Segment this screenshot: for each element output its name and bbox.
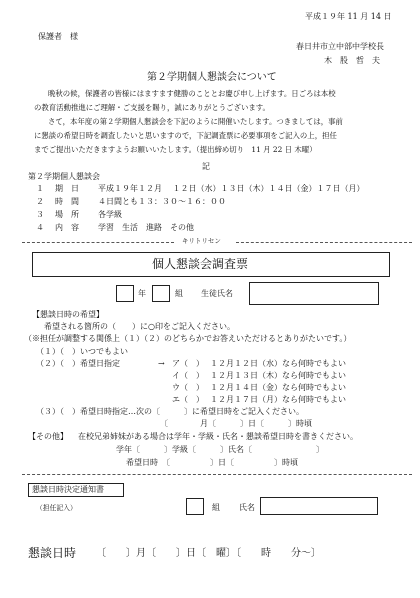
- option-anytime[interactable]: （１）（ ）いつでもよい: [36, 347, 128, 356]
- notice-name-label: 氏名: [239, 503, 255, 512]
- detail-value: 各学級: [98, 210, 122, 219]
- detail-value: 学習 生活 進路 その他: [98, 223, 194, 232]
- wish-heading: 【懇談日時の希望】: [32, 310, 104, 319]
- day-option-kana[interactable]: イ（ ）: [172, 371, 204, 380]
- detail-label: 期 日: [55, 184, 79, 193]
- addressee: 保護者 様: [38, 32, 78, 41]
- day-option-text: １２月１７日（月）なら何時でもよい: [210, 395, 346, 404]
- paragraph-1-line-1: 晩秋の候，保護者の皆様にはますます健勝のこととお慶び申し上げます。日ごろは本校: [48, 89, 336, 98]
- student-name-field[interactable]: [249, 282, 379, 305]
- day-option-text: １２月１３日（木）なら何時でもよい: [210, 371, 346, 380]
- arrow-icon: →: [158, 359, 165, 368]
- sender-name: 木 股 哲 夫: [324, 56, 380, 65]
- class-label: 組: [175, 289, 183, 298]
- teacher-entry-note: （担任記入）: [36, 504, 77, 512]
- document-date: 平成１９年 11 月 14 日: [305, 12, 392, 21]
- detail-num: ２: [36, 197, 44, 206]
- page-title: 第２学期個人懇談会について: [147, 72, 277, 83]
- day-option-kana[interactable]: エ（ ）: [172, 395, 204, 404]
- notice-name-field[interactable]: [260, 497, 378, 515]
- paragraph-2-line-2: に懇談の希望日時を調査したいと思いますので，下記調査票に必要事項をご記入の上，担任: [34, 131, 337, 140]
- notice-class-field[interactable]: [186, 498, 204, 515]
- grade-label: 年: [138, 289, 146, 298]
- detail-num: ３: [36, 210, 44, 219]
- paragraph-2-line-3: までご提出いただきますようお願いいたします。（提出締め切り 11 月 22 日 木曜）: [34, 145, 317, 154]
- other-heading: 【その他】: [28, 432, 68, 441]
- class-field[interactable]: [152, 285, 170, 302]
- cut-line-left: [22, 242, 174, 243]
- meeting-datetime-label: 懇談日時: [28, 546, 77, 560]
- cut-line-label: キリトリセン: [182, 237, 221, 245]
- sibling-row-1[interactable]: 学年〔 〕学級〔 〕氏名〔 〕: [116, 445, 324, 454]
- day-option-kana[interactable]: ウ（ ）: [172, 383, 204, 392]
- separator-line: [22, 474, 412, 475]
- option-day-specified[interactable]: （２）（ ）希望日指定: [36, 359, 120, 368]
- other-instructions: 在校兄弟姉妹がある場合は学年・学級・氏名・懇談希望日時を書きください。: [78, 432, 358, 441]
- sibling-row-2[interactable]: 希望日時 〔 〕日〔 〕時頃: [126, 458, 298, 467]
- ki-label: 記: [202, 162, 210, 171]
- wish-note: （※担任が調整する関係上（１）（２）のどちらかでお答えいただけるとありがたいです。）: [24, 334, 352, 343]
- day-option-text: １２月１４日（金）なら何時でもよい: [210, 383, 346, 392]
- sender-organization: 春日井市立中部中学校長: [296, 42, 384, 51]
- detail-label: 内 容: [55, 223, 79, 232]
- grade-field[interactable]: [116, 285, 134, 302]
- paragraph-1-line-2: の教育活動推進にご理解・ご支援を賜り，誠にありがとうございます。: [34, 103, 270, 112]
- day-option-text: １２月１２日（水）なら何時でもよい: [210, 359, 346, 368]
- option-datetime-specified[interactable]: （３）（ ）希望日時指定…次の〔 〕に希望日時をご記入ください。: [36, 407, 304, 416]
- meeting-datetime-fill[interactable]: 〔 〕月〔 〕日〔 曜〕〔 時 分～〕: [96, 548, 321, 559]
- notice-title: 懇談日時決定通知書: [32, 485, 104, 494]
- detail-num: ４: [36, 223, 44, 232]
- detail-label: 時 間: [55, 197, 79, 206]
- notice-class-label: 組: [212, 503, 220, 512]
- day-option-kana[interactable]: ア（ ）: [172, 359, 204, 368]
- option-datetime-fill[interactable]: 〔 月〔 〕日〔 〕時頃: [160, 419, 312, 428]
- detail-num: １: [36, 184, 44, 193]
- detail-value: ４日間とも１３：３０～１６：００: [98, 197, 226, 206]
- student-name-label: 生徒氏名: [201, 289, 233, 298]
- wish-instructions: 希望される箇所の（ ）に○印をご記入ください。: [44, 322, 235, 331]
- details-heading: 第２学期個人懇談会: [28, 172, 100, 181]
- cut-line-right: [236, 242, 412, 243]
- paragraph-2-line-1: さて，本年度の第２学期個人懇談会を下記のように開催いたします。つきましては，事前: [48, 117, 343, 126]
- survey-title: 個人懇談会調査票: [152, 257, 249, 271]
- detail-value: 平成１９年１２月 １２日（水）１３日（木）１４日（金）１７日（月）: [98, 184, 365, 193]
- detail-label: 場 所: [55, 210, 79, 219]
